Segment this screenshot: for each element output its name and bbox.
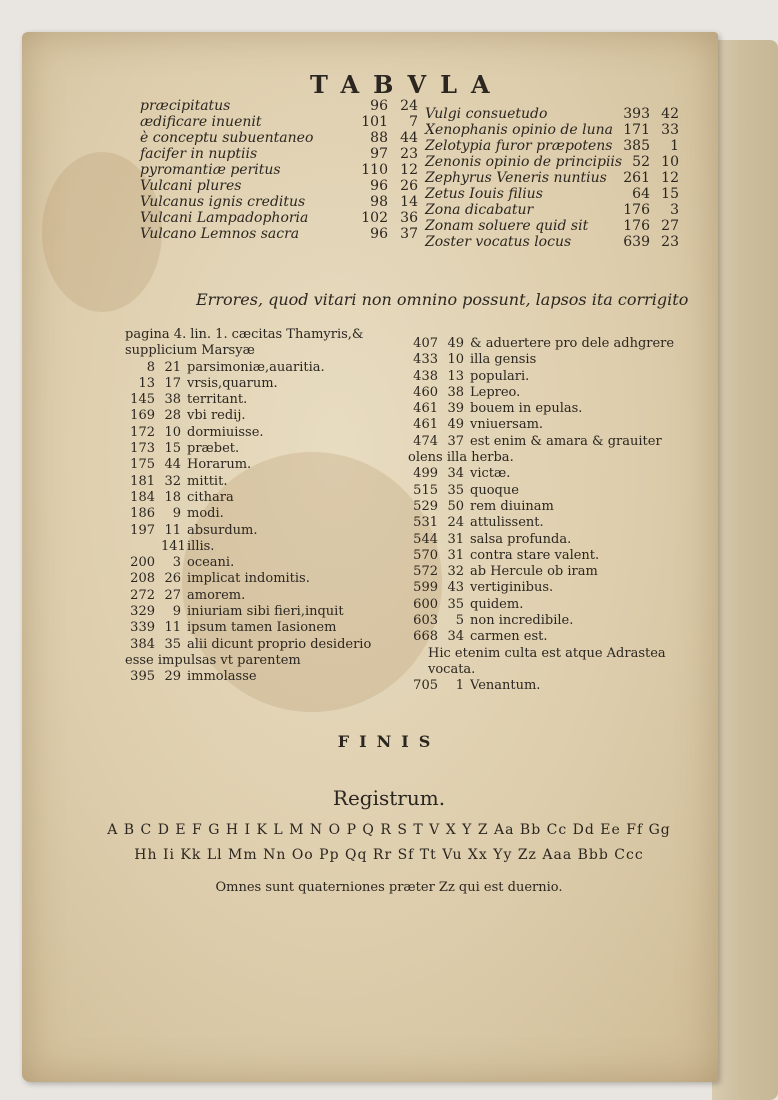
index-term: Vulgi consuetudo — [425, 106, 548, 122]
errata-line: 37 — [447, 433, 464, 449]
errata-line: 38 — [447, 384, 464, 400]
errata-line: 32 — [164, 473, 181, 489]
errata-entry — [408, 678, 678, 694]
index-line-number: 12 — [661, 170, 679, 186]
errata-correction: oceani. — [187, 555, 235, 571]
errata-correction: quidem. — [470, 596, 524, 612]
errata-page: 572 — [413, 564, 438, 580]
errata-entry — [125, 376, 395, 392]
errata-line: 34 — [447, 629, 464, 645]
errata-correction: Venantum. — [470, 678, 541, 694]
index-entry — [425, 122, 685, 138]
errata-line: 10 — [447, 352, 464, 368]
index-page-number: 176 — [623, 218, 650, 234]
errata-correction: Hic etenim culta est atque Adrastea vocata. — [428, 645, 666, 677]
index-line-number: 26 — [400, 178, 418, 194]
errata-heading: Errores, quod vitari non omnino possunt, lapsos ita corrigito — [196, 290, 689, 309]
errata-left-column — [125, 327, 395, 686]
errata-correction: dormiuisse. — [187, 424, 264, 440]
errata-page: 184 — [130, 489, 155, 505]
index-line-number: 24 — [400, 98, 418, 114]
errata-page: 668 — [413, 629, 438, 645]
errata-correction: cithara — [187, 489, 234, 505]
errata-page: 172 — [130, 424, 155, 440]
errata-correction: rem diuinam — [470, 498, 554, 514]
errata-page: 529 — [413, 498, 438, 514]
errata-entry — [408, 532, 678, 548]
errata-correction: amorem. — [187, 587, 246, 603]
index-page-number: 102 — [361, 210, 388, 226]
index-entry — [140, 194, 440, 210]
errata-page: 433 — [413, 352, 438, 368]
index-page-number: 110 — [361, 162, 388, 178]
errata-page: 599 — [413, 580, 438, 596]
index-entry — [140, 178, 440, 194]
errata-entry — [408, 385, 678, 401]
errata-entry — [125, 490, 395, 506]
errata-line: 35 — [164, 636, 181, 652]
errata-line: 32 — [447, 564, 464, 580]
errata-correction: attulissent. — [470, 515, 544, 531]
errata-line: 9 — [172, 604, 181, 620]
errata-page: 181 — [130, 473, 155, 489]
errata-page: 208 — [130, 571, 155, 587]
errata-line: 39 — [447, 401, 464, 417]
errata-line: 31 — [447, 531, 464, 547]
errata-line: 31 — [447, 547, 464, 563]
errata-entry — [408, 646, 678, 679]
errata-line: 15 — [164, 441, 181, 457]
errata-line: 9 — [172, 506, 181, 522]
errata-entry — [408, 548, 678, 564]
errata-page: 395 — [130, 669, 155, 685]
index-entry — [425, 218, 685, 234]
index-page-number: 176 — [623, 202, 650, 218]
errata-correction: victæ. — [470, 466, 511, 482]
errata-line: 35 — [447, 596, 464, 612]
index-term: Zelotypia furor præpotens — [425, 138, 613, 154]
index-page-number: 96 — [370, 178, 388, 194]
index-page-number: 96 — [370, 226, 388, 242]
index-page-number: 171 — [623, 122, 650, 138]
errata-page: 175 — [130, 457, 155, 473]
index-entry — [140, 210, 440, 226]
errata-correction: absurdum. — [187, 522, 258, 538]
errata-correction: immolasse — [187, 669, 257, 685]
errata-line: 11 — [164, 522, 181, 538]
index-entry — [425, 170, 685, 186]
errata-page: 531 — [413, 515, 438, 531]
errata-page: 200 — [130, 555, 155, 571]
errata-correction: Lepreo. — [470, 384, 521, 400]
index-term: Zephyrus Veneris nuntius — [425, 170, 607, 186]
errata-correction: ab Hercule ob iram — [470, 564, 598, 580]
errata-entry — [125, 392, 395, 408]
errata-correction: est enim & amara & grauiter olens illa herba. — [408, 433, 662, 466]
errata-correction: alii dicunt proprio desiderio esse impulsas vt parentem — [125, 636, 372, 668]
index-term: Zetus Iouis filius — [425, 186, 543, 202]
errata-entry — [408, 401, 678, 417]
errata-entry — [125, 474, 395, 490]
errata-correction: vniuersam. — [470, 417, 544, 433]
errata-page: 499 — [413, 466, 438, 482]
index-page-number: 97 — [370, 146, 388, 162]
errata-line: 17 — [164, 375, 181, 391]
errata-correction: salsa profunda. — [470, 531, 572, 547]
errata-line: 18 — [164, 489, 181, 505]
index-page-number: 385 — [623, 138, 650, 154]
index-term: è conceptu subuentaneo — [140, 130, 314, 146]
errata-entry — [125, 425, 395, 441]
errata-entry — [408, 434, 678, 467]
errata-line: 34 — [447, 466, 464, 482]
errata-line: 27 — [164, 587, 181, 603]
index-term: Xenophanis opinio de luna — [425, 122, 613, 138]
errata-line: 43 — [447, 580, 464, 596]
index-term: Zenonis opinio de principiis — [425, 154, 623, 170]
errata-entry — [408, 499, 678, 515]
book-page-edge — [712, 40, 778, 1100]
errata-entry — [408, 336, 678, 352]
index-term: facifer in nuptiis — [140, 146, 258, 162]
index-entry — [425, 154, 685, 170]
errata-right-column — [408, 336, 678, 695]
index-entry — [425, 234, 685, 250]
page-title: TABVLA — [310, 70, 504, 99]
errata-correction: vrsis,quarum. — [187, 375, 278, 391]
errata-entry — [125, 620, 395, 636]
errata-page: 544 — [413, 531, 438, 547]
errata-correction: illis. — [187, 538, 215, 554]
errata-page: 197 — [130, 522, 155, 538]
errata-page: 600 — [413, 596, 438, 612]
errata-page: 705 — [413, 678, 438, 694]
errata-entry — [125, 539, 395, 555]
errata-correction: Horarum. — [187, 457, 252, 473]
index-page-number: 101 — [361, 114, 388, 130]
errata-entry — [408, 564, 678, 580]
errata-entry — [408, 515, 678, 531]
errata-entry — [125, 555, 395, 571]
errata-entry — [408, 629, 678, 645]
errata-page: 474 — [413, 433, 438, 449]
errata-entry — [125, 523, 395, 539]
errata-line: lin. 1. — [190, 327, 228, 342]
index-entry — [140, 130, 440, 146]
index-line-number: 14 — [400, 194, 418, 210]
index-entry — [425, 138, 685, 154]
index-line-number: 33 — [661, 122, 679, 138]
index-page-number: 393 — [623, 106, 650, 122]
errata-entry — [408, 417, 678, 433]
index-line-number: 3 — [670, 202, 679, 218]
index-entry — [425, 186, 685, 202]
errata-page: 173 — [130, 441, 155, 457]
index-page-number: 96 — [370, 98, 388, 114]
registrum-title: Registrum. — [332, 786, 446, 810]
errata-page: 186 — [130, 506, 155, 522]
errata-correction: implicat indomitis. — [187, 571, 310, 587]
errata-line: 3 — [172, 555, 181, 571]
finis-heading: FINIS — [337, 732, 441, 751]
index-term: Vulcano Lemnos sacra — [140, 226, 300, 242]
index-page-number: 98 — [370, 194, 388, 210]
errata-page: 460 — [413, 384, 438, 400]
errata-entry — [125, 408, 395, 424]
index-entry — [140, 114, 440, 130]
errata-line: 1 — [455, 678, 464, 694]
errata-page: 438 — [413, 368, 438, 384]
errata-correction: & aduertere pro dele adhgrere — [470, 336, 675, 351]
index-page-number: 639 — [623, 234, 650, 250]
errata-line: 21 — [164, 359, 181, 375]
errata-line: 11 — [164, 620, 181, 636]
errata-correction: præbet. — [187, 441, 240, 457]
errata-correction: vertiginibus. — [470, 580, 554, 596]
errata-entry — [408, 352, 678, 368]
errata-line: 49 — [447, 417, 464, 433]
errata-page: 461 — [413, 417, 438, 433]
index-page-number: 88 — [370, 130, 388, 146]
index-term: pyromantiæ peritus — [140, 162, 281, 178]
errata-entry — [125, 457, 395, 473]
errata-page: 329 — [130, 604, 155, 620]
index-right-column — [425, 106, 685, 250]
index-line-number: 7 — [409, 114, 418, 130]
errata-page: 272 — [130, 587, 155, 603]
errata-entry — [125, 669, 395, 685]
errata-line: 50 — [447, 498, 464, 514]
index-page-number: 52 — [632, 154, 650, 170]
index-page-number: 261 — [623, 170, 650, 186]
errata-correction: mittit. — [187, 473, 228, 489]
errata-entry — [125, 327, 395, 360]
errata-line: 26 — [164, 571, 181, 587]
errata-correction: vbi redij. — [187, 408, 246, 424]
errata-page: 145 — [130, 392, 155, 408]
errata-entry — [408, 466, 678, 482]
errata-page: 603 — [413, 613, 438, 629]
errata-correction: iniuriam sibi fieri,inquit — [187, 604, 344, 620]
index-line-number: 10 — [661, 154, 679, 170]
errata-correction: non incredibile. — [470, 613, 574, 629]
errata-line: 28 — [164, 408, 181, 424]
errata-page: 570 — [413, 547, 438, 563]
errata-correction: cæcitas Thamyris,& supplicium Marsyæ — [125, 327, 364, 359]
errata-correction: contra stare valent. — [470, 547, 600, 563]
errata-correction: parsimoniæ,auaritia. — [187, 359, 325, 375]
errata-line: 24 — [447, 515, 464, 531]
errata-line: 44 — [164, 457, 181, 473]
errata-line: 38 — [164, 392, 181, 408]
index-term: ædificare inuenit — [140, 114, 262, 130]
errata-page: 461 — [413, 401, 438, 417]
errata-line: 10 — [164, 424, 181, 440]
errata-correction: populari. — [470, 368, 530, 384]
index-term: Zonam soluere quid sit — [425, 218, 589, 234]
errata-page: 407 — [413, 336, 438, 351]
index-line-number: 12 — [400, 162, 418, 178]
index-term: præcipitatus — [140, 98, 231, 114]
index-page-number: 64 — [632, 186, 650, 202]
errata-line: 49 — [447, 336, 464, 351]
index-entry — [140, 146, 440, 162]
errata-page: pagina 4. — [125, 327, 187, 342]
errata-entry — [125, 588, 395, 604]
errata-page: 339 — [130, 620, 155, 636]
errata-page: 13 — [138, 375, 155, 391]
errata-entry — [408, 369, 678, 385]
index-line-number: 36 — [400, 210, 418, 226]
index-entry — [425, 202, 685, 218]
errata-correction: illa gensis — [470, 352, 537, 368]
errata-correction: ipsum tamen Iasionem — [187, 620, 337, 636]
registrum-signatures-line-1: A B C D E F G H I K L M N O P Q R S T V X Y Z Aa Bb Cc Dd Ee Ff Gg — [107, 822, 671, 838]
index-entry — [140, 98, 440, 114]
errata-entry — [125, 441, 395, 457]
errata-correction: carmen est. — [470, 629, 548, 645]
errata-entry — [125, 360, 395, 376]
index-line-number: 23 — [661, 234, 679, 250]
index-line-number: 15 — [661, 186, 679, 202]
errata-correction: modi. — [187, 506, 224, 522]
index-entry — [140, 162, 440, 178]
errata-page: 515 — [413, 482, 438, 498]
index-term: Zoster vocatus locus — [425, 234, 572, 250]
index-entry — [425, 106, 685, 122]
index-term: Vulcani plures — [140, 178, 242, 194]
registrum-signatures-line-2: Hh Ii Kk Ll Mm Nn Oo Pp Qq Rr Sf Tt Vu Xx Yy Zz Aaa Bbb Ccc — [134, 847, 644, 863]
errata-line: 5 — [455, 613, 464, 629]
errata-page: 384 — [130, 636, 155, 652]
index-term: Zona dicabatur — [425, 202, 534, 218]
index-term: Vulcani Lampadophoria — [140, 210, 309, 226]
errata-correction: quoque — [470, 482, 519, 498]
errata-line: 13 — [447, 368, 464, 384]
errata-entry — [125, 571, 395, 587]
errata-line: 35 — [447, 482, 464, 498]
errata-entry — [125, 506, 395, 522]
errata-correction: territant. — [187, 392, 248, 408]
errata-entry — [408, 580, 678, 596]
errata-page: 169 — [130, 408, 155, 424]
errata-entry — [408, 613, 678, 629]
index-line-number: 42 — [661, 106, 679, 122]
index-line-number: 44 — [400, 130, 418, 146]
errata-entry — [408, 597, 678, 613]
errata-line: 29 — [164, 669, 181, 685]
errata-line: 141 — [161, 538, 186, 554]
registrum-note: Omnes sunt quaterniones præter Zz qui est duernio. — [215, 880, 563, 895]
errata-entry — [408, 483, 678, 499]
index-entry — [140, 226, 440, 242]
errata-entry — [125, 637, 395, 670]
index-line-number: 27 — [661, 218, 679, 234]
index-left-column — [140, 98, 440, 242]
errata-page: 8 — [146, 359, 155, 375]
index-line-number: 1 — [670, 138, 679, 154]
errata-correction: bouem in epulas. — [470, 401, 583, 417]
errata-entry — [125, 604, 395, 620]
index-term: Vulcanus ignis creditus — [140, 194, 306, 210]
index-line-number: 37 — [400, 226, 418, 242]
index-line-number: 23 — [400, 146, 418, 162]
